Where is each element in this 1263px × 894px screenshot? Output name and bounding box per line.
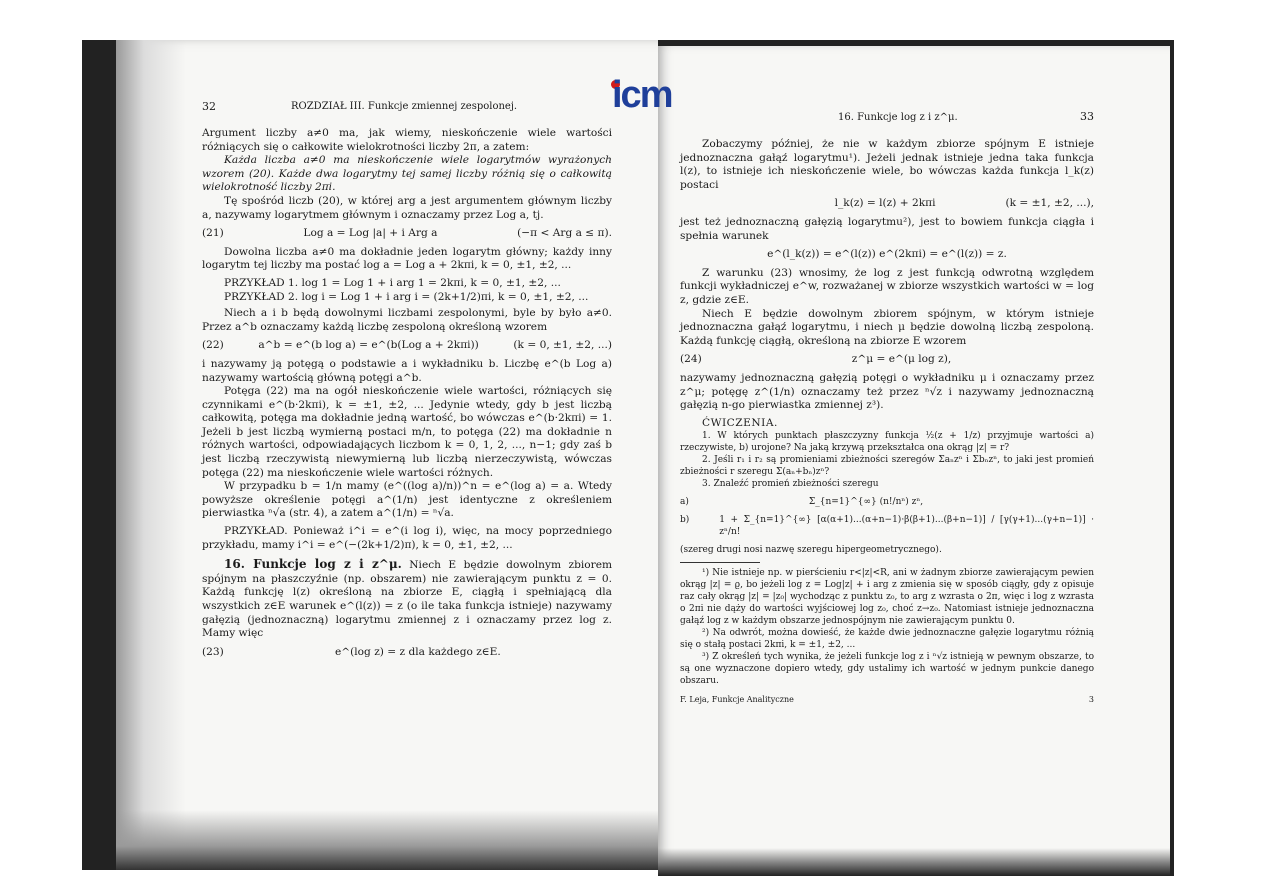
exercise-2: 2. Jeśli r₁ i r₂ są promieniami zbieżności szeregów Σaₙzⁿ i Σbₙzⁿ, to jaki jest promień zbieżności r szeregu Σ(aₙ+bₙ)zⁿ? — [680, 455, 1094, 478]
right-page — [658, 40, 1174, 876]
equation-number: (24) — [680, 353, 702, 366]
example-3: PRZYKŁAD. Ponieważ i^i = e^(i log i), więc, na mocy poprzedniego przykładu, mamy i^i = e^(−(2k+1/2)π), k = 0, ±1, ±2, ... — [202, 525, 612, 551]
footer-sheet-number: 3 — [1088, 695, 1094, 705]
paragraph: Zobaczymy później, że nie w każdym zbiorze spójnym E istnieje jednoznaczna gałąź logarytmu¹). Jeżeli jednak istnieje jedna taka funkcja l(z), to istnieje ich nieskończenie wiele, bo wówczas każda funkcja l_k(z) postaci — [680, 138, 1094, 191]
left-text-column — [202, 127, 612, 664]
equation-23 — [202, 646, 612, 660]
equation-body: z^μ = e^(μ log z), — [851, 353, 952, 366]
equation-condition: (k = 0, ±1, ±2, ...) — [513, 339, 612, 352]
running-header-right: 16. Funkcje log z i z^μ. — [838, 112, 958, 123]
exercise-label: b) — [680, 515, 690, 526]
footnote-3: ³) Z określeń tych wynika, że jeżeli funkcje log z i ⁿ√z istnieją w pewnym obszarze, to są one wyznaczone dopiero wtedy, gdy ustalimy ich wartość w jednym punkcie danego obszaru. — [680, 652, 1094, 687]
paragraph: i nazywamy ją potęgą o podstawie a i wykładniku b. Liczbę e^(b Log a) nazywamy wartością główną potęgi a^b. — [202, 357, 612, 384]
paragraph: Argument liczby a≠0 ma, jak wiemy, nieskończenie wiele wartości różniących się o całkowite wielokrotności liczby 2π, a zatem: — [202, 127, 612, 153]
equation-body: a^b = e^(b log a) = e^(b(Log a + 2kπi)) — [258, 339, 479, 352]
equation-body: Log a = Log |a| + i Arg a — [303, 227, 438, 240]
exercise-note: (szereg drugi nosi nazwę szeregu hipergeometrycznego). — [680, 545, 942, 556]
equation-lk — [680, 197, 1094, 211]
paragraph: Potęga (22) ma na ogół nieskończenie wiele wartości, różniących się czynnikami e^(b·2kπi), k = ±1, ±2, ... Jedynie wtedy, gdy b jest liczbą całkowitą, potęga ma dokładnie jedną wartość, bo wówczas e^(b·2kπi) = 1. Jeżeli b jest liczbą wymierną postaci m/n, to potęga (22) ma dokładnie n różnych wartości, odpowiadających liczbom k = 0, 1, 2, ..., n−1; gdy zaś b jest liczbą rzeczywistą niewymierną lub liczbą nierzeczywistą, wówczas potęga (22) ma nieskończenie wiele wartości różnych. — [202, 385, 612, 479]
section-16 — [202, 558, 612, 641]
exercises-title: ĆWICZENIA. — [702, 416, 778, 429]
left-page — [82, 40, 671, 870]
paragraph: nazywamy jednoznaczną gałęzią potęgi o wykładniku μ i oznaczamy przez z^μ; potęgę z^(1/n) oznaczamy też przez ⁿ√z i nazywamy jednoznaczną gałęzią n-go pierwiastka zmiennej z³). — [680, 371, 1094, 412]
paragraph: Niech E będzie dowolnym zbiorem spójnym, w którym istnieje jednoznaczna gałąź logarytmu, i niech μ będzie dowolną liczbą zespoloną. Każdą funkcję ciągłą, określoną na zbiorze E wzorem — [680, 307, 1094, 347]
footnote-divider — [680, 562, 760, 563]
logo-text: icm — [612, 74, 672, 116]
paragraph: Z warunku (23) wnosimy, że log z jest funkcją odwrotną względem funkcji wykładniczej e^w, rozważanej w zbiorze wszystkich wartości w = log z, gdzie z∈E. — [680, 266, 1094, 306]
equation-21 — [202, 227, 612, 241]
exercise-label: a) — [680, 497, 689, 508]
equation-body: e^(l_k(z)) = e^(l(z)) e^(2kπi) = e^(l(z)) = z. — [767, 248, 1007, 261]
right-text-column — [680, 138, 1094, 707]
running-header-left: ROZDZIAŁ III. Funkcje zmiennej zespolonej. — [291, 101, 518, 112]
exercise-3: 3. Znaleźć promień zbieżności szeregu — [702, 479, 879, 490]
equation-body: l_k(z) = l(z) + 2kπi — [834, 197, 936, 210]
section-text: Niech E będzie dowolnym zbiorem spójnym na płaszczyźnie (np. obszarem) nie zawierającym punktu z = 0. Każdą funkcję l(z) określoną na zbiorze E, ciągłą i spełniającą dla wszystkich z∈E warunek e^(l(z)) = z (o ile taka funkcja istnieje) nazywamy gałęzią (jednoznaczną) logarytmu zmiennej z i oznaczamy przez log z. Mamy więc — [202, 559, 613, 640]
equation-number: (21) — [202, 227, 224, 240]
equation-number: (22) — [202, 339, 224, 352]
equation-22 — [202, 339, 612, 353]
example-2: PRZYKŁAD 2. log i = Log 1 + i arg i = (2k+1/2)πi, k = 0, ±1, ±2, ... — [224, 290, 589, 303]
series-formula: 1 + Σ_{n=1}^{∞} [α(α+1)...(α+n−1)·β(β+1)...(β+n−1)] / [γ(γ+1)...(γ+n−1)] · zⁿ/n! — [719, 515, 1094, 538]
page-number-right: 33 — [1080, 110, 1094, 123]
equation-condition: (k = ±1, ±2, ...), — [1005, 197, 1094, 210]
paragraph: W przypadku b = 1/n mamy (e^((log a)/n))^n = e^(log a) = a. Wtedy powyższe określenie potęgi a^(1/n) jest identyczne z określeniem pierwiastka ⁿ√a (str. 4), a zatem a^(1/n) = ⁿ√a. — [202, 480, 612, 520]
paragraph: Dowolna liczba a≠0 ma dokładnie jeden logarytm główny; każdy inny logarytm tej liczby ma postać log a = Log a + 2kπi, k = 0, ±1, ±2, ... — [202, 245, 612, 272]
equation-condition: (−π < Arg a ≤ π). — [517, 227, 612, 240]
equation-number: (23) — [202, 645, 224, 658]
exercise-3b — [680, 514, 1094, 538]
paragraph: jest też jednoznaczną gałęzią logarytmu²), jest to bowiem funkcja ciągła i spełnia warunek — [680, 215, 1094, 242]
paragraph: Tę spośród liczb (20), w której arg a jest argumentem głównym liczby a, nazywamy logarytmem głównym i oznaczamy przez Log a, tj. — [202, 194, 612, 221]
footnote-1: ¹) Nie istnieje np. w pierścieniu r<|z|<R, ani w żadnym zbiorze zawierającym pewien okrąg |z| = ϱ, bo jeżeli log z = Log|z| + i arg z zmienia się w sposób ciągły, gdy z opisuje raz cały okrąg |z| = |z₀| wychodząc z punktu z₀, to arg z wzrasta o 2π, więc i log z wzrasta o 2πi nie dąży do wartości wyjściowej log z₀, choć z→z₀. Natomiast istnieje jednoznaczna gałąź log z w każdym obszarze jednospójnym nie zawierającym punktu 0. — [680, 568, 1094, 627]
page-number-left: 32 — [202, 100, 216, 113]
equation-condition-lk — [680, 248, 1094, 262]
page-footer — [680, 693, 1094, 707]
equation-24 — [680, 353, 1094, 367]
exercise-1: 1. W których punktach płaszczyzny funkcja ½(z + 1/z) przyjmuje wartości a) rzeczywiste, b) urojone? Na jaką krzywą przekształca ona okrąg |z| = r? — [680, 431, 1094, 454]
equation-body: e^(log z) = z dla każdego z∈E. — [335, 645, 501, 658]
section-title: 16. Funkcje log z i z^μ. — [224, 557, 402, 572]
theorem-paragraph: Każda liczba a≠0 ma nieskończenie wiele logarytmów wyrażonych wzorem (20). Każde dwa logarytmy tej samej liczby różnią się o całkowitą wielokrotność liczby 2πi. — [202, 154, 612, 194]
footnote-2: ²) Na odwrót, można dowieść, że każde dwie jednoznaczne gałęzie logarytmu różnią się o stałą postaci 2kπi, k = ±1, ±2, ... — [680, 628, 1094, 651]
paragraph: Niech a i b będą dowolnymi liczbami zespolonymi, byle by było a≠0. Przez a^b oznaczamy każdą liczbę zespoloną określoną wzorem — [202, 307, 612, 333]
icm-logo — [606, 74, 682, 122]
example-1: PRZYKŁAD 1. log 1 = Log 1 + i arg 1 = 2kπi, k = 0, ±1, ±2, ... — [224, 276, 561, 289]
footer-signature: F. Leja, Funkcje Analityczne — [680, 695, 794, 705]
series-formula: Σ_{n=1}^{∞} (n!/nⁿ) zⁿ, — [808, 497, 924, 508]
exercise-3a — [680, 496, 1094, 508]
